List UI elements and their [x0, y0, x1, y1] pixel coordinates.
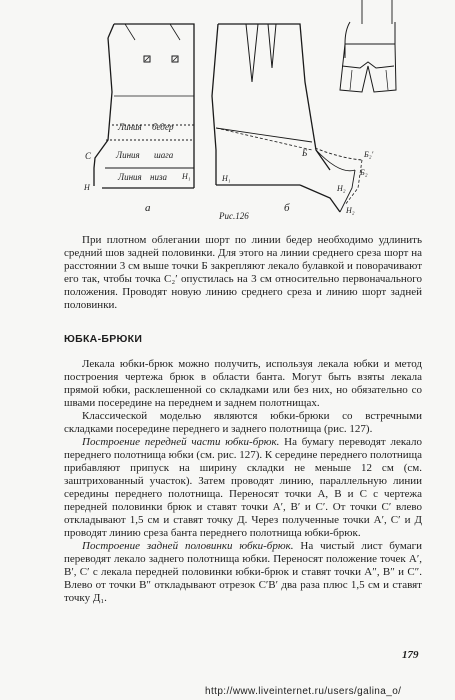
paragraph-1	[64, 358, 422, 410]
paragraph-2	[64, 410, 422, 436]
paragraph-2-text: Классической моделью являются юбки-брюки со встречными складками посередине переднего и заднего полотнища (рис. 127).	[64, 410, 422, 435]
paragraph-3-lead: Построение передней части юбки-брюк.	[82, 436, 280, 448]
section-body	[64, 358, 422, 605]
line-label-2: бедер	[152, 122, 174, 132]
paragraph-4	[64, 540, 422, 605]
section-heading: ЮБКА-БРЮКИ	[64, 333, 143, 345]
panel-label-b: б	[284, 202, 290, 214]
paragraph-3-text: На бумагу переводят лекало переднего полотнища юбки (см. рис. 127). К середине переднего полотнища прибавляют припуск на ширину складки не меньше 12 см (см. заштрихованный участок). Затем проводят линию, параллельную линии середины переднего полотнища. Переносят точки А, В и С с чертежа передней половинки брюк и ставят точки А′, В′ и С′. От точки С′ влево откладывают 1,5 см и ставят точку Д. Через полученные точки А′, С′ и Д проводят линию среза банта переднего полотнища юбки-брюк.	[64, 436, 422, 539]
line-label-4: шага	[154, 150, 174, 160]
paragraph-top	[64, 234, 422, 312]
point-label-n: Н	[84, 183, 90, 192]
figure-126	[0, 0, 455, 232]
figure-caption: Рис.126	[219, 211, 249, 221]
paragraph-top-text: При плотном облегании шорт по линии бедер необходимо удлинить средний шов задней половинки. Для этого на линии среднего среза шорт на расстоянии 3 см выше точки Б закрепляют лекало булавкой и поворачивают его так, чтобы точка С₂′ опустилась на 3 см относительно первоначального положения. Проводят новую линию среднего среза и линию шорт задней половинки.	[64, 234, 422, 311]
line-label-6: низа	[150, 172, 167, 182]
left-pattern-drawing	[94, 24, 194, 188]
point-label-c: C	[85, 151, 92, 161]
point-label-b2-prime: Б₂′	[364, 150, 374, 159]
paragraph-1-text: Лекала юбки-брюк можно получить, используя лекала юбки и метод построения чертежа брюк в области банта. Могут быть взяты лекала прямой юбки, расклешенной со складками или без них, но обязательно со швами посередине на переднем и заднем полотнищах.	[64, 358, 422, 409]
line-label-5: Линия	[118, 172, 142, 182]
paragraph-3	[64, 436, 422, 540]
point-label-b2: Б₂	[360, 168, 368, 177]
point-label-n2-lower: Н₂	[346, 206, 355, 215]
panel-label-a: а	[145, 202, 151, 214]
line-label-1: Линия	[118, 122, 142, 132]
shorts-sketch	[340, 0, 396, 92]
paragraph-4-lead: Построение задней половинки юбки-брюк.	[82, 540, 294, 552]
point-label-n2-upper: Н₂	[337, 184, 346, 193]
footer-url: http://www.liveinternet.ru/users/galina_o/	[205, 686, 402, 697]
point-label-n1: Н₁	[182, 172, 191, 181]
point-label-n1-right: Н₁	[222, 174, 231, 183]
point-label-b: Б	[302, 148, 308, 158]
paragraph-4-text: На чистый лист бумаги переводят лекало заднего полотнища юбки. Переносят положение точек А′, В′, С′ с лекала передней половинки юбки-брюк и ставят точки А″, В″ и С″. Влево от точки В″ откладывают отрезок С′В′ два раза плюс 1,5 см и ставят точку Д₁.	[64, 540, 422, 604]
page-number: 179	[402, 649, 419, 661]
line-label-3: Линия	[116, 150, 140, 160]
